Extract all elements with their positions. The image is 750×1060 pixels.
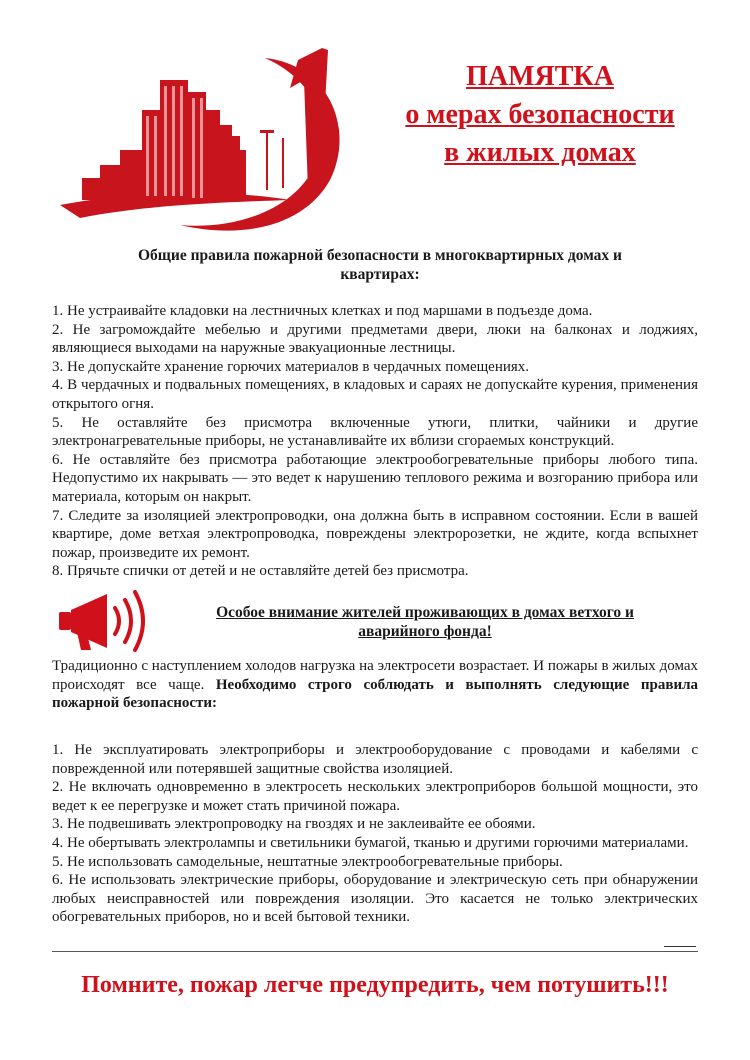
- list-item: 1. Не эксплуатировать электроприборы и электрооборудование с проводами и кабелями с поврежденной или потерявшей защитные свойства изоляцией.: [52, 742, 698, 777]
- general-rules-heading: [80, 246, 680, 284]
- intro-text: Традиционно с наступлением холодов нагрузка на электросети возрастает. И пожары в жилых домах происходят все чаще.: [52, 658, 698, 693]
- list-item: 3. Не подвешивать электропроводку на гвоздях и не заклеивайте ее обоями.: [52, 816, 536, 833]
- footer-slogan: Помните, пожар легче предупредить, чем потушить!!!: [81, 972, 669, 998]
- list-item: 5. Не использовать самодельные, нештатные электрообогревательные приборы.: [52, 853, 563, 870]
- title-line-3: в жилых домах: [444, 137, 636, 168]
- city-buildings-logo-icon: [60, 40, 360, 240]
- attention-intro: [52, 657, 698, 713]
- attention-heading-line-2: аварийного фонда!: [358, 623, 492, 640]
- divider-accent: [664, 946, 696, 947]
- divider: [52, 951, 698, 952]
- megaphone-icon: [55, 588, 150, 656]
- list-item: 6. Не оставляйте без присмотра работающие электрообогревательные приборы любого типа. Недопустимо их накрывать — это ведет к нарушению теплового режима и возгоранию прибора или материала, которым он накрыт.: [52, 451, 698, 505]
- list-item: 6. Не использовать электрические приборы, оборудование и электрическую сеть при обнаружении любых неисправностей или повреждения изоляции. Это касается не только электрических обогревательных приборов, но и всей бытовой техники.: [52, 872, 698, 926]
- list-item: 2. Не включать одновременно в электросеть нескольких электроприборов большой мощности, это ведет к ее перегрузке и может стать причиной пожара.: [52, 779, 698, 814]
- title-line-1: ПАМЯТКА: [466, 61, 614, 92]
- attention-heading: [160, 603, 690, 641]
- list-item: 4. В чердачных и подвальных помещениях, в кладовых и сараях не допускайте курения, применения открытого огня.: [52, 377, 698, 412]
- list-item: 1. Не устраивайте кладовки на лестничных клетках и под маршами в подъезде дома.: [52, 303, 593, 319]
- list-item: 2. Не загромождайте мебелью и другими предметами двери, люки на балконах и лоджиях, являющиеся выходами на наружные эвакуационные лестницы.: [52, 321, 698, 357]
- intro-bold-text: Необходимо строго соблюдать и выполнять следующие правила пожарной безопасности:: [52, 676, 698, 712]
- attention-rules-list: [52, 741, 698, 927]
- general-rules-list: [52, 302, 698, 581]
- list-item: 8. Прячьте спички от детей и не оставляйте детей без присмотра.: [52, 563, 469, 580]
- list-item: 4. Не обертывать электролампы и светильники бумагой, тканью и другими горючими материалами.: [52, 834, 689, 851]
- document-title: [360, 58, 720, 172]
- title-line-2: о мерах безопасности: [405, 99, 675, 130]
- attention-heading-line-1: Особое внимание жителей проживающих в домах ветхого и: [216, 604, 634, 621]
- list-item: 5. Не оставляйте без присмотра включенные утюги, плитки, чайники и другие электронагревательные приборы, не устанавливайте их вблизи сгораемых конструкций.: [52, 414, 698, 450]
- general-heading-line-1: Общие правила пожарной безопасности в многоквартирных домах и: [138, 247, 622, 264]
- list-item: 3. Не допускайте хранение горючих материалов в чердачных помещениях.: [52, 358, 530, 375]
- list-item: 7. Следите за изоляцией электропроводки, она должна быть в исправном состоянии. Если в вашей квартире, доме ветхая электропроводка, повреждены электророзетки, не ждите, когда вспыхнет пожар, произведите их ремонт.: [52, 507, 698, 561]
- general-heading-line-2: квартирах:: [340, 266, 420, 283]
